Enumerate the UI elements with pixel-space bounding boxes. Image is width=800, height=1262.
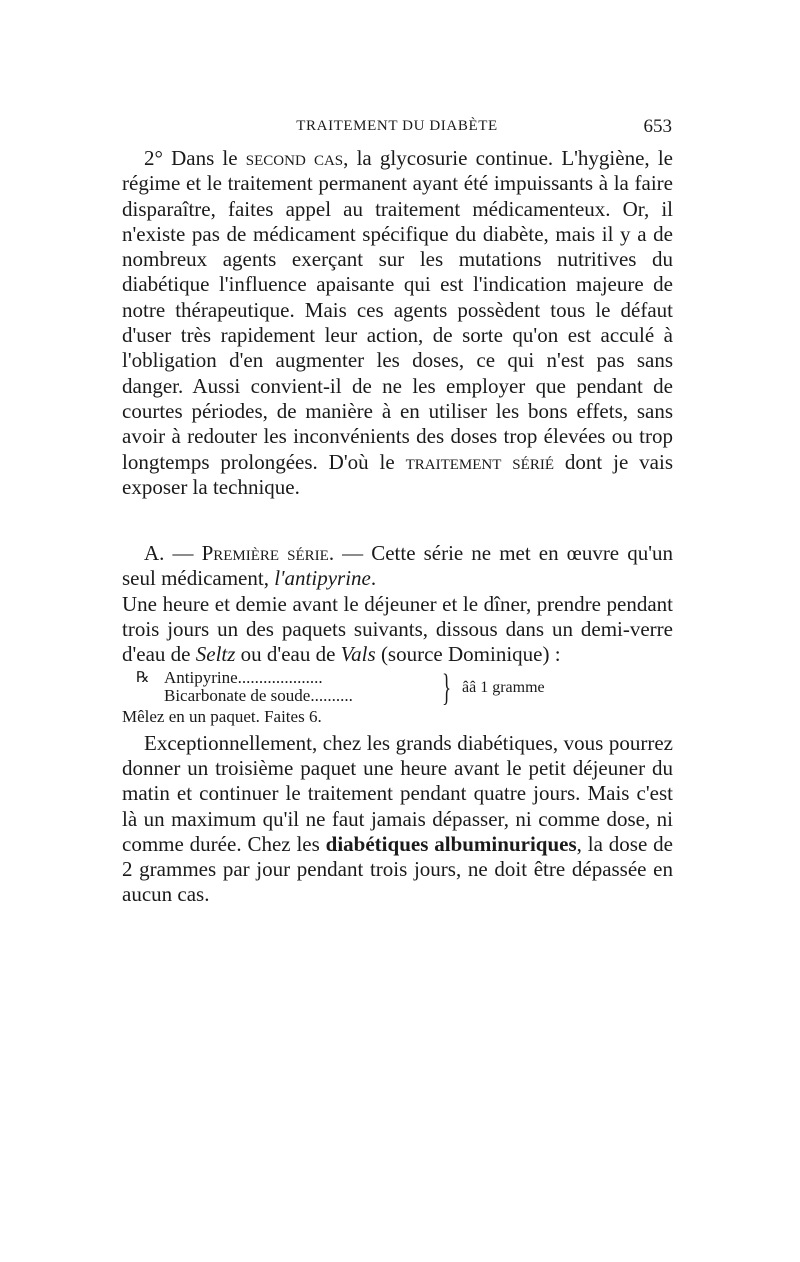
paragraph-exceptional <box>122 731 673 908</box>
text-run: (source Dominique) : <box>375 642 561 667</box>
prescription-line-bicarbonate: Bicarbonate de soude.......... <box>164 685 353 705</box>
text-run: A. — <box>144 541 202 566</box>
spacer <box>122 500 673 541</box>
text-run: , la glycosurie continue. L'hygiène, le régime et le traitement permanent ayant été impuissants à la faire disparaître, faites appel au traitement médicamenteux. Or, il n'existe pas de médicament spécifique du diabète, mais il y a de nombreux agents exerçant sur les mutations nutritives du diabétique l'influence apaisante qui est l'indication majeure de notre thérapeutique. Mais ces agents possèdent tous le défaut d'user très rapidement leur action, de sorte qu'on est acculé à l'obligation d'en augmenter les doses, ce qui n'est pas sans danger. Aussi convient-il de ne les employer que pendant de courtes périodes, de manière à en utiliser les bons effets, sans avoir à redouter les inconvénients des doses trop élevées ou trop longtemps prolongées. D'où le <box>122 146 673 474</box>
paragraph-dosage <box>122 592 673 668</box>
page-number: 653 <box>643 116 672 137</box>
paragraph-second-case <box>122 146 673 500</box>
italic-run: Seltz <box>195 642 236 667</box>
prescription-line-antipyrine: Antipyrine.................... <box>164 667 323 687</box>
text-run: , la dose de 2 grammes par jour pendant trois jours, ne doit être dépassée en aucun cas. <box>122 831 673 907</box>
section-a-heading <box>122 541 673 592</box>
running-header <box>122 116 672 138</box>
bold-run: diabétiques albuminuriques <box>325 831 577 856</box>
italic-run: Vals <box>340 642 376 667</box>
text-run: . <box>370 566 377 591</box>
italic-run: l'antipyrine <box>274 566 371 591</box>
prescription-instruction: Mêlez en un paquet. Faites 6. <box>122 706 322 726</box>
prescription-dose: ââ 1 gramme <box>462 678 545 696</box>
text-run: ou d'eau de <box>235 642 341 667</box>
running-title: TRAITEMENT DU DIABÈTE <box>296 118 498 134</box>
text-run: Exceptionnellement, chez les grands diabétiques, vous pourrez donner un troisième paquet une heure avant le petit déjeuner du matin et continuer le traitement pendant quatre jours. Mais c'est là un maximum qu'il ne faut jamais dépasser, ni comme dose, ni comme durée. Chez les <box>122 730 673 856</box>
prescription-block <box>122 666 673 731</box>
recipe-symbol: ℞ <box>136 669 150 686</box>
text-run: 2° Dans le <box>144 146 246 170</box>
text-run: . — Cette série ne met en œuvre qu'un seul médicament, <box>122 541 673 591</box>
page-body <box>122 146 673 908</box>
brace-glyph: } <box>442 666 452 709</box>
small-caps-run: second cas <box>245 146 344 170</box>
small-caps-run: Première série <box>201 541 329 566</box>
text-run: dont je vais exposer la technique. <box>122 449 673 499</box>
small-caps-run: traitement sérié <box>405 449 554 474</box>
text-run: Une heure et demie avant le déjeuner et le dîner, prendre pendant trois jours un des paquets suivants, dissous dans un demi-verre d'eau de <box>122 591 673 667</box>
